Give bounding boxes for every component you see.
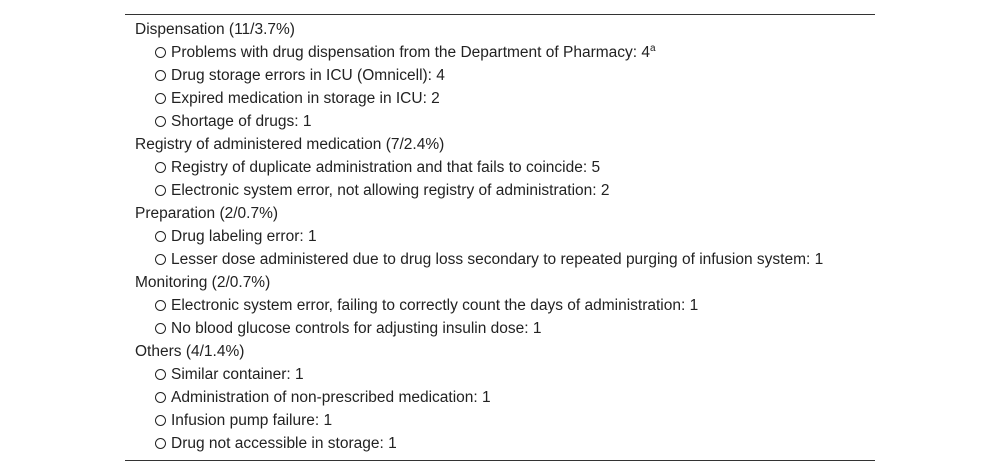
circle-bullet-icon xyxy=(155,185,166,196)
circle-bullet-icon xyxy=(155,93,166,104)
item-text: Expired medication in storage in ICU: 2 xyxy=(171,90,440,107)
circle-bullet-icon xyxy=(155,415,166,426)
list-item xyxy=(125,294,875,317)
item-text: Similar container: 1 xyxy=(171,366,304,383)
category-heading: Preparation (2/0.7%) xyxy=(135,205,279,222)
list-item xyxy=(125,87,875,110)
list-item xyxy=(125,432,875,455)
circle-bullet-icon xyxy=(155,438,166,449)
list-item xyxy=(125,64,875,87)
circle-bullet-icon xyxy=(155,254,166,265)
list-item xyxy=(125,41,875,64)
list-item xyxy=(125,248,875,271)
circle-bullet-icon xyxy=(155,231,166,242)
circle-bullet-icon xyxy=(155,70,166,81)
list-item xyxy=(125,317,875,340)
circle-bullet-icon xyxy=(155,116,166,127)
list-item xyxy=(125,409,875,432)
item-text: No blood glucose controls for adjusting insulin dose: 1 xyxy=(171,320,542,337)
list-item xyxy=(125,225,875,248)
item-text: Administration of non-prescribed medication: 1 xyxy=(171,389,491,406)
circle-bullet-icon xyxy=(155,392,166,403)
list-item xyxy=(125,386,875,409)
item-text: Infusion pump failure: 1 xyxy=(171,412,333,429)
list-item xyxy=(125,110,875,133)
item-text: Problems with drug dispensation from the Department of Pharmacy: 4 xyxy=(171,44,651,61)
circle-bullet-icon xyxy=(155,323,166,334)
circle-bullet-icon xyxy=(155,162,166,173)
category-heading: Others (4/1.4%) xyxy=(135,343,245,360)
list-item xyxy=(125,363,875,386)
list-item xyxy=(125,156,875,179)
category-heading: Monitoring (2/0.7%) xyxy=(135,274,271,291)
item-text: Electronic system error, not allowing registry of administration: 2 xyxy=(171,182,610,199)
category-heading: Registry of administered medication (7/2.4%) xyxy=(135,136,445,153)
item-text: Drug storage errors in ICU (Omnicell): 4 xyxy=(171,67,445,84)
circle-bullet-icon xyxy=(155,369,166,380)
category-heading: Dispensation (11/3.7%) xyxy=(135,21,295,38)
item-text: Drug not accessible in storage: 1 xyxy=(171,435,397,452)
item-text: Shortage of drugs: 1 xyxy=(171,113,312,130)
error-table xyxy=(125,14,875,461)
circle-bullet-icon xyxy=(155,47,166,58)
footnote-marker: a xyxy=(650,43,656,54)
circle-bullet-icon xyxy=(155,300,166,311)
item-text: Drug labeling error: 1 xyxy=(171,228,317,245)
item-text: Lesser dose administered due to drug loss secondary to repeated purging of infusion system: 1 xyxy=(171,251,824,268)
item-text: Electronic system error, failing to correctly count the days of administration: 1 xyxy=(171,297,699,314)
list-item xyxy=(125,179,875,202)
item-text: Registry of duplicate administration and that fails to coincide: 5 xyxy=(171,159,601,176)
